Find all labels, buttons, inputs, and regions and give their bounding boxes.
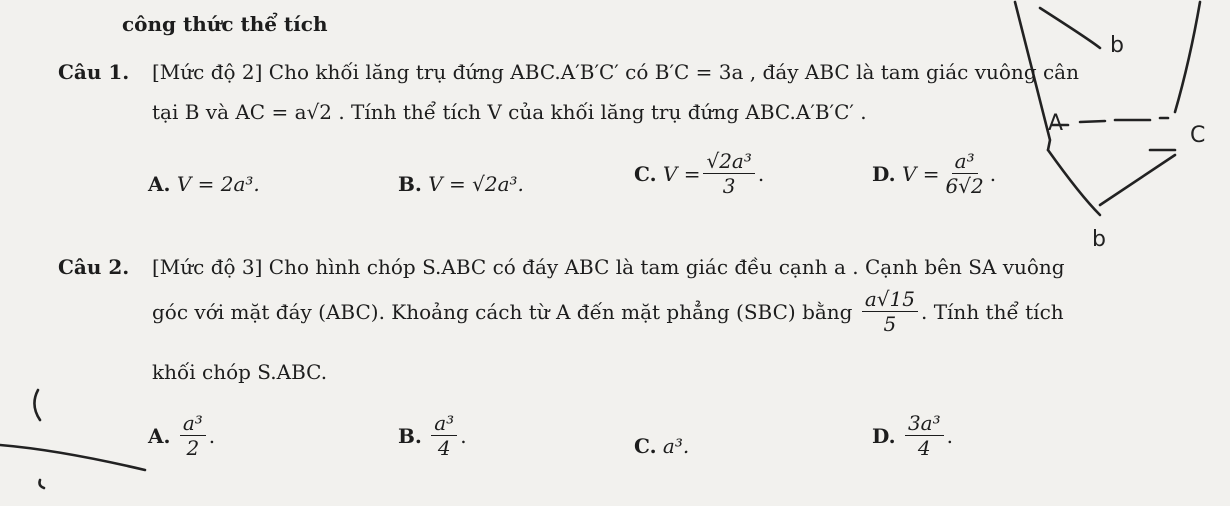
q2-option-b-suffix: .	[460, 423, 467, 448]
q1-text-line2: tại B và AC = a√2 . Tính thể tích V của khối lăng trụ đứng ABC.A′B′C′ .	[152, 100, 867, 124]
q1-option-d-num: a³	[952, 150, 978, 174]
sketch-right-edge	[1175, 2, 1200, 112]
q2-option-a-num: a³	[180, 412, 206, 436]
q2-option-a-den: 2	[186, 436, 200, 460]
q1-text-line1: [Mức độ 2] Cho khối lăng trụ đứng ABC.A′B′C′ có B′C = 3a , đáy ABC là tam giác vuông cân	[152, 60, 1079, 84]
sketch-top-edge	[1040, 8, 1100, 48]
q1-option-a	[148, 172, 260, 196]
q1-option-c-fraction	[703, 150, 754, 197]
q2-text-line2-after: . Tính thể tích	[920, 299, 1064, 324]
q1-option-b-text: V = √2a³.	[428, 172, 524, 196]
q1-option-d-suffix: .	[989, 161, 997, 186]
q2-option-b	[398, 412, 467, 459]
q1-option-d	[872, 150, 996, 197]
q2-text-line2-before: góc với mặt đáy (ABC). Khoảng cách từ A đến mặt phẳng (SBC) bằng	[152, 299, 853, 324]
q2-option-a	[148, 412, 215, 459]
q2-option-d	[872, 412, 953, 459]
q1-option-c-suffix: .	[757, 161, 765, 186]
sketch-bottom-right-edge	[1100, 155, 1175, 205]
q2-text-line2	[152, 288, 1064, 335]
q2-option-b-fraction	[431, 412, 457, 459]
header-text: công thức thể tích	[122, 12, 328, 36]
q1-option-b	[398, 172, 524, 196]
q2-option-d-fraction	[905, 412, 944, 459]
q2-option-a-suffix: .	[208, 423, 216, 448]
q1-option-c-den: 3	[722, 174, 736, 198]
q2-text-line1: [Mức độ 3] Cho hình chóp S.ABC có đáy ABC là tam giác đều cạnh a . Cạnh bên SA vuông	[152, 255, 1065, 279]
q1-number: Câu 1.	[58, 60, 130, 84]
sketch-label-b-bottom: b	[1092, 227, 1106, 252]
sketch-label-b-top: b	[1110, 33, 1124, 58]
q1-option-d-den: 6√2	[945, 174, 984, 198]
q2-text-line3: khối chóp S.ABC.	[152, 360, 328, 384]
q2-option-c-text: a³.	[662, 434, 690, 458]
q1-option-c-num: √2a³	[703, 150, 754, 174]
q1-option-c-prefix: V =	[662, 161, 701, 186]
sketch-label-c: C	[1190, 123, 1206, 148]
q2-distance-num: a√15	[862, 288, 918, 312]
q2-distance-fraction	[862, 288, 918, 335]
q1-option-a-label: A.	[148, 172, 171, 196]
sketch-dashed-edge	[1052, 118, 1168, 125]
sketch-label-a: A	[1048, 111, 1064, 136]
q2-option-d-suffix: .	[946, 423, 953, 448]
q1-option-d-prefix: V =	[901, 161, 940, 186]
q2-option-a-fraction	[180, 412, 206, 459]
sketch-page-curve	[0, 390, 145, 488]
q1-option-d-fraction	[943, 150, 987, 197]
q1-option-c-label: C.	[634, 161, 657, 186]
q2-option-a-label: A.	[148, 423, 171, 448]
q2-option-d-label: D.	[872, 423, 896, 448]
q2-option-c-label: C.	[634, 434, 657, 458]
q2-option-b-label: B.	[398, 423, 422, 448]
q1-option-c	[634, 150, 764, 197]
q2-option-b-num: a³	[431, 412, 457, 436]
q2-distance-den: 5	[883, 312, 897, 336]
q2-option-c	[634, 434, 689, 458]
q2-option-d-den: 4	[917, 436, 931, 460]
q1-option-a-text: V = 2a³.	[176, 172, 260, 196]
q1-option-b-label: B.	[398, 172, 422, 196]
q1-option-d-label: D.	[872, 161, 896, 186]
sketch-bottom-left-edge	[1048, 150, 1100, 215]
q2-number: Câu 2.	[58, 255, 130, 279]
q2-option-d-num: 3a³	[905, 412, 944, 436]
q2-option-b-den: 4	[437, 436, 451, 460]
